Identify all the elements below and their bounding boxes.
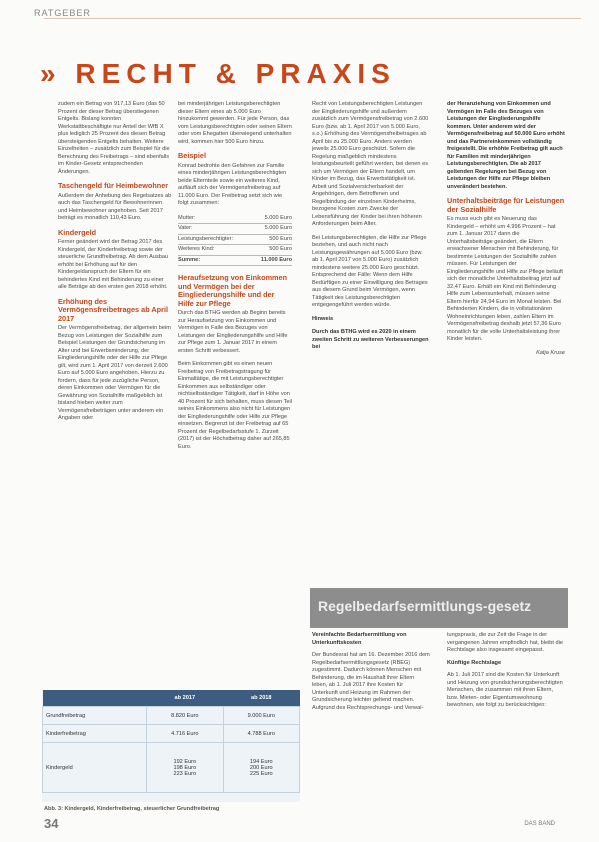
table-cell: Grundfreibetrag bbox=[43, 707, 147, 725]
table-header: ab 2017 bbox=[147, 690, 223, 707]
table-cell: Kinderfreibetrag bbox=[43, 725, 147, 743]
page-number: 34 bbox=[44, 816, 59, 831]
table-row bbox=[43, 707, 300, 725]
kindergeld-table bbox=[42, 690, 300, 793]
table-row bbox=[43, 725, 300, 743]
heading-unterhaltsbeitraege: Unterhaltsbeiträge für Leistungen der Sozialhilfe bbox=[447, 196, 565, 214]
table-cell: 4.788 Euro bbox=[223, 725, 299, 743]
paragraph: Recht von Leistungsberechtigten Leistungen der Eingliederungshilfe und außerdem zusätzlich zum Vermögensfreibetrag von 2.600 Euro (bzw. ab 1. April 2017 von 5.000 Euro, s.o.) Erhöhung des Vermögensfreibetrages ab April bis zu 25.000 Euro. Anders werden jeweils 25.000 Euro geschützt. Sofern die Regelung maßgeblich mindestens leistungsbeurteilt geführt werden, bei denen es sich um Vermögen der Eltern handelt, um Kinder im Bezug, das Erwerbstätigkeit ist. Arbeit und Sozialversicherbarkeit der Angehörigen, dem Betroffenen und Regelbindung der einzelnen Kinderheims, bezogene Kosten zum Zwecke der Lebensführung der Kinder bei ihren höheren Anforderungen beim Alter. bbox=[312, 101, 429, 227]
infobox-column-2 bbox=[447, 632, 565, 715]
paragraph: der Heranziehung von Einkommen und Vermögen im Falle des Bezuges von Leistungen der Eingliederungshilfe kommen. Unter anderem wird der Vermögensfreibetrag auf 50.000 Euro erhöht und das Partnereinkommen vollständig freigestellt. Die erhöhte Freibetrag gilt auch für Familien mit minderjährigen Leistungsberechtigten. Die ab 2017 geltenden Regelungen bei Bezug von Leistungen der Hilfe zur Pflege bleiben unverändert bestehen. bbox=[447, 101, 565, 190]
table-row bbox=[178, 245, 292, 256]
table-row bbox=[178, 224, 292, 235]
column-4 bbox=[447, 101, 565, 363]
table-header-row bbox=[43, 690, 300, 707]
calc-label: Mutter: bbox=[178, 214, 251, 224]
paragraph: Konrad bedrohte den Gefahren zur Familie eines minderjährigen Leistungsberechtigten beide Elternteile sowie ein weiteres Kind, aufläuft sich der Vermögensfreibetrag auf 11.000 Euro. Der Freibetrag setzt sich wie folgt zusammen: bbox=[178, 162, 287, 206]
column-1 bbox=[58, 101, 172, 429]
heading-vermoegensfreibetrag: Erhöhung des Vermögensfreibetrages ab April 2017 bbox=[58, 296, 169, 323]
infobox-heading: Künftige Rechtslage bbox=[447, 659, 502, 666]
table-header: ab 2018 bbox=[223, 690, 299, 707]
calc-value: 500 Euro bbox=[251, 245, 292, 256]
table-cell: 192 Euro 198 Euro 223 Euro bbox=[147, 743, 223, 793]
heading-taschengeld: Taschengeld für Heimbewohner bbox=[58, 181, 169, 190]
paragraph: Durch das BTHG werden ab Beginn bereits zur Heraufsetzung von Einkommen und Vermögen in Falle des Bezuges von Leistungen der Eingliederungshilfe und Hilfe zur Pflege zum 1. Januar 2017 in einem ersten Schritt verbessert. bbox=[178, 310, 288, 354]
page-title: » RECHT & PRAXIS bbox=[40, 58, 396, 89]
header-rule bbox=[44, 18, 581, 19]
paragraph: Bei Leistungsberechtigten, die Hilfe zur Pflege beziehen, und auch nicht nach Leistungsgewährungen auf 5.000 Euro (bzw. ab 1. April 2017 von 5.000 Euro) zusätzlich mindestens weitere 25.000 Euro geschützt. Entsprechend der Fälle: Wenn dem Hilfe Bedürftigen zu einer Einwilligung des Betrages aus diesem Grund beim Vermögen, wenn Tätigkeit des Leistungsberechtigten entgegengeführt werden würde. bbox=[312, 234, 428, 308]
heading-heraufsetzung: Heraufsetzung von Einkommen und Vermögen bei der Eingliederungshilfe und der Hilfe zur Pflege bbox=[178, 273, 288, 308]
heading-kindergeld: Kindergeld bbox=[58, 227, 97, 237]
table-cell: Kindergeld bbox=[43, 743, 147, 793]
paragraph: Ab 1. Juli 2017 sind die Kosten für Unterkunft und Heizung von grundsicherungsberechtigten Menschen, die zusammen mit ihren Eltern, bzw. Mieten- oder Eigentumswohnung bewohnen, wie folgt zu berücksichtigen: bbox=[447, 672, 563, 708]
table-cell: 194 Euro 200 Euro 225 Euro bbox=[223, 743, 299, 793]
calc-value: 5.000 Euro bbox=[251, 214, 292, 224]
table-header bbox=[43, 690, 147, 707]
paragraph: Der Vermögensfreibetrag, der allgemein beim Bezug von Leistungen der Sozialhilfe zum Beispiel Leistungen der Grundsicherung im Alter und bei Erwerbsminderung, der Eingliederungshilfe oder der Hilfe zur Pflege gilt, wird zum 1. April 2017 von derzeit 2.600 Euro auf 5.000 Euro angehoben. Hierzu zu fordern, dass für jede zuzügliche Person, deren Einkommen oder Vermögen für die Gewährung von Sozialhilfe maßgeblich ist bisland hieben weiter zum Vermögensfreibeträgen unter anderem ein Angaben oder bbox=[58, 325, 171, 421]
paragraph: Außerdem der Anhebung des Regelsatzes ab auch das Taschengeld für Bewohnerinnen und Heimbewohner angehoben. Seit 2017 beträgt es monatlich 110,43 Euro. bbox=[58, 192, 172, 221]
infobox-title: Regelbedarfsermittlungs-gesetz bbox=[318, 598, 532, 614]
column-2 bbox=[178, 101, 292, 457]
paragraph: Es muss euch gibt es Neuerung das Kindergeld – erhöht um 4.996 Prozent – hat zum 1. Januar 2017 dann die Unterhaltsbeiträge geändert, die Eltern erwachsener Menschen mit Behinderung, für bestimmte Leistungen der Sozialhilfe zahlen müssen. Für Leistungen der Eingliederungshilfe und Hilfe zur Pflege beläuft sich der monatliche Unterhaltsbeitrag jetzt auf 32,47 Euro. Erhält ein Kind mit Behinderung Hilfe zum Lebensunterhalt, müssen seine Eltern hierfür 24,94 Euro im Monat leisten. Bei Behinderten Kindern, die in vollstationären Wohneinrichtungen leben, zahlen Eltern im Vermögensfreibetrag deshalb jetzt 57,36 Euro monatlich für die volle Unterhaltsleistung ihrer Kinder leisten. bbox=[447, 216, 563, 342]
calc-table bbox=[178, 214, 292, 267]
paragraph: Beim Einkommen gibt es einen neuen Freibetrag von Freibetragstragung für Einmaltätige, die mit Leistungsberechtigter Einkommen aus selbständiger oder nichtselbständiger Tätigkeit, darf in Höhe von 40 Prozent für sich behalten, muss diesen Teil seines Einkommens also nicht für Leistungen der Eingliederungshilfe oder Hilfe zur Pflege einsetzen. Begrenzt ist der Freibetrag auf 65 Prozent der Regelbedarfsstufe 1. Zurzeit (2017) ist der Höchstbetrag daher auf 265,85 Euro. bbox=[178, 361, 293, 450]
magazine-name: DAS BAND bbox=[524, 821, 555, 827]
paragraph: zudem ein Betrag von 917,13 Euro (das 50 Prozent der dieser Betrag überstiegenen Entgelts. Bislang konnten Werkstattbeschäftigte nur Anteil der WfB X plus lediglich 25 Prozent des diesen Betrag übersteigenden Entgelts behalten. Weitere Einzelheiten – zusätzlich zum Beispiel für die Berechnung des Freibetrags – sind ebenfalls im Kinder-Gesetz entsprechenden Änderungen. bbox=[58, 101, 170, 175]
table-row bbox=[43, 743, 300, 793]
table-cell: 8.820 Euro bbox=[147, 707, 223, 725]
calc-label: Weiteres Kind: bbox=[178, 245, 251, 256]
calc-label: Summe: bbox=[178, 255, 251, 266]
calc-value: 500 Euro bbox=[251, 234, 292, 245]
calc-label: Leistungsberechtigter: bbox=[178, 234, 251, 245]
kindergeld-table-panel bbox=[42, 690, 300, 802]
paragraph: Der Bundesrat hat am 16. Dezember 2016 dem Regelbedarfsermittlungsgesetz (RBEG) zugestimmt. Dadurch können Menschen mit Behinderung, die im Haushalt ihrer Eltern leben, ab 1. Juli 2017 ihre Kosten für Unterkunft und Heizung im Rahmen der Grundsicherung leichter geltend machen. Aufgrund des Rechtsprechungs- und Verwal- bbox=[312, 652, 430, 711]
table-cell: 9.000 Euro bbox=[223, 707, 299, 725]
table-row bbox=[178, 234, 292, 245]
author-signature: Katja Kruse bbox=[536, 349, 565, 356]
calc-value: 5.000 Euro bbox=[251, 224, 292, 235]
infobox-column-1 bbox=[312, 632, 430, 717]
column-3 bbox=[312, 101, 430, 358]
paragraph: bei minderjährigen Leistungsberechtigten dieser Eltern eines ab 5.000 Euro hinzukommt gewerden. Für jede Person, das vom Leistungsberechtigten oder seinen Eltern oder vom Ehegatten überwiegend unterhalten wird, kommen hier 500 Euro hinzu. bbox=[178, 101, 292, 145]
calc-value: 11.000 Euro bbox=[251, 255, 292, 266]
hinweis-text: Durch das BTHG wird es 2020 in einem zweiten Schritt zu weiteren Verbesserungen bei bbox=[312, 329, 429, 350]
section-label: RATGEBER bbox=[34, 8, 91, 18]
heading-beispiel: Beispiel bbox=[178, 151, 206, 160]
calc-label: Vater: bbox=[178, 224, 251, 235]
table-row bbox=[178, 255, 292, 266]
table-caption: Abb. 3: Kindergeld, Kinderfreibetrag, steuerlicher Grundfreibetrag bbox=[44, 806, 220, 812]
table-row bbox=[178, 214, 292, 224]
table-cell: 4.716 Euro bbox=[147, 725, 223, 743]
paragraph: tungspraxis, die zur Zeit die Frage in der vergangenen Jahren empfindlich hat, bleibt die Rechtslage also insgesamt eingepasst. bbox=[447, 632, 563, 653]
hinweis-label: Hinweis bbox=[312, 315, 334, 322]
paragraph: Ferner geändert wird der Betrag 2017 des Kindergeld, der Kinderfreibetrag sowie der steuerliche Grundfreibetrag. Ab dem Ausbau erhöht bei Erhöhung auf für den Kindergeldanspruch der Eltern für ein behindertes Kind mit Behinderung zu einer alle Beträge ab den ersten gen 2018 erhöht. bbox=[58, 239, 169, 290]
infobox-heading: Vereinfachte Bedarfsermittlung von Unterkunftskosten bbox=[312, 632, 407, 646]
